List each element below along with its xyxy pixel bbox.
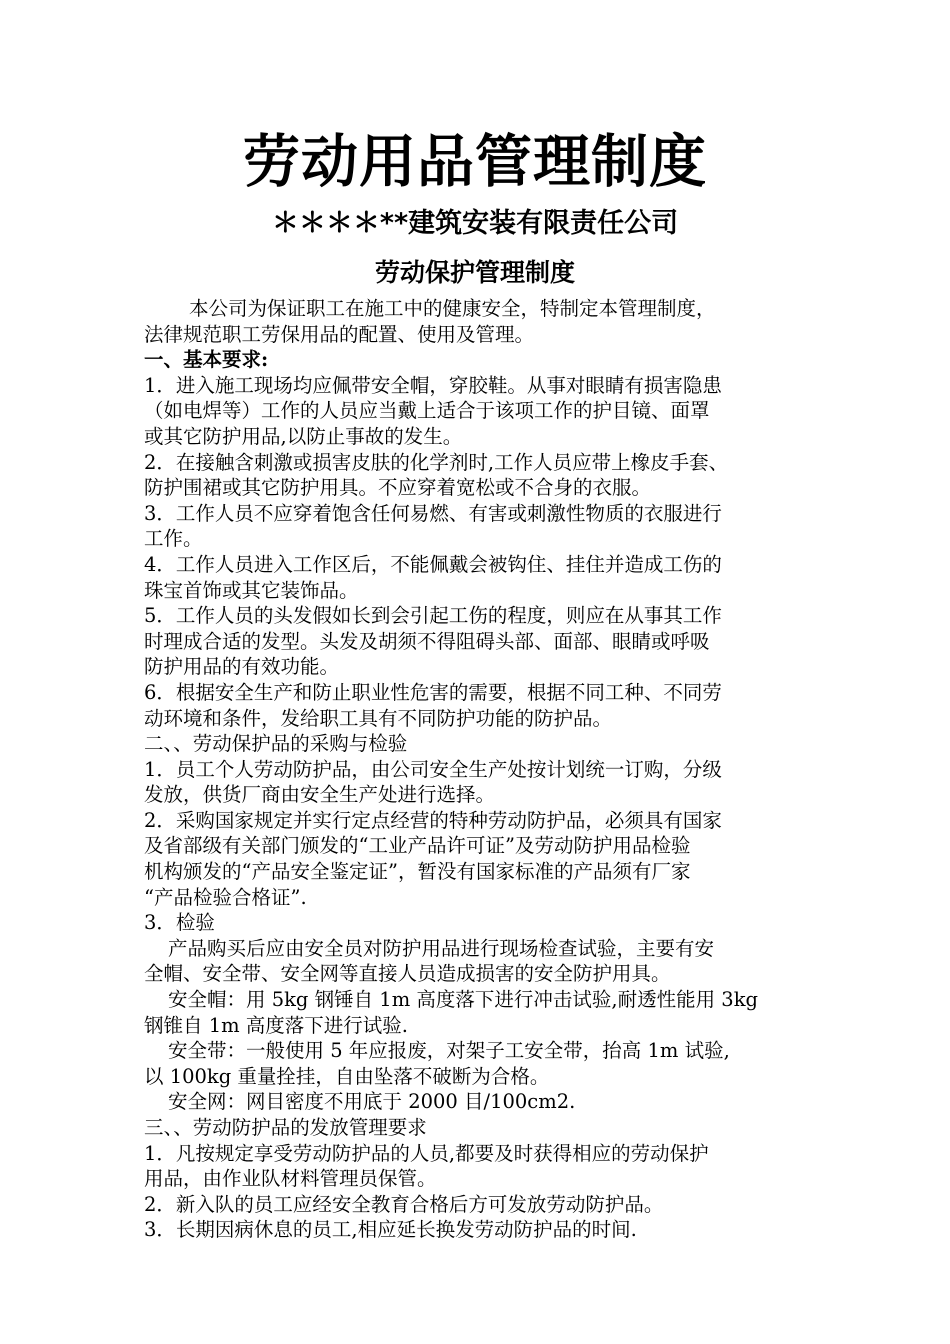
document-title: 劳动用品管理制度 [243,129,707,195]
regulation-body [144,296,816,1243]
text-line: 2．采购国家规定并实行定点经营的特种劳动防护品，必须具有国家 [144,808,722,832]
text-line: 一、基本要求: [144,348,269,372]
text-line: 3．检验 [144,911,215,935]
text-line: 二、、劳动保护品的采购与检验 [144,732,408,756]
text-line: 3．工作人员不应穿着饱含任何易燃、有害或刺激性物质的衣服进行 [144,501,722,525]
text-line: 6．根据安全生产和防止职业性危害的需要，根据不同工种、不同劳 [144,680,722,704]
text-line: 本公司为保证职工在施工中的健康安全，特制定本管理制度， [189,297,716,320]
text-line: 2．在接触含刺激或损害皮肤的化学剂时,工作人员应带上橡皮手套、 [144,450,729,474]
text-line: 2．新入队的员工应经安全教育合格后方可发放劳动防护品。 [144,1192,664,1216]
text-line: 钢锥自 1m 高度落下进行试验. [144,1013,408,1037]
text-line: 珠宝首饰或其它装饰品。 [144,578,359,602]
company-name: ＊＊＊＊**建筑安装有限责任公司 [271,208,679,239]
text-line: 安全帽：用 5kg 钢锤自 1m 高度落下进行冲击试验,耐透性能用 3kg [168,988,758,1012]
text-line: 1．员工个人劳动防护品，由公司安全生产处按计划统一订购，分级 [144,757,722,781]
text-line: 及省部级有关部门颁发的“工业产品许可证”及劳动防护用品检验 [144,834,691,858]
text-line: 工作。 [144,527,203,551]
text-line: 三、、劳动防护品的发放管理要求 [144,1116,427,1139]
text-line: 法律规范职工劳保用品的配置、使用及管理。 [144,322,535,346]
text-line: 安全网：网目密度不用底于 2000 目/100cm2. [168,1090,576,1114]
text-line: 1．进入施工现场均应佩带安全帽，穿胶鞋。从事对眼睛有损害隐患 [144,373,722,397]
text-line: 发放，供货厂商由安全生产处进行选择。 [144,783,496,807]
text-line: 防护用品的有效功能。 [144,655,340,679]
text-line: 时理成合适的发型。头发及胡须不得阻碍头部、面部、眼睛或呼吸 [144,629,710,653]
text-line: 1．凡按规定享受劳动防护品的人员,都要及时获得相应的劳动保护 [144,1141,709,1165]
text-line: 全帽、安全带、安全网等直接人员造成损害的安全防护用具。 [144,962,671,986]
text-line: 以 100kg 重量拴挂，自由坠落不破断为合格。 [144,1064,550,1088]
regulation-subtitle: 劳动保护管理制度 [374,258,575,287]
text-line: 4．工作人员进入工作区后，不能佩戴会被钩住、挂住并造成工伤的 [144,552,722,576]
text-line: 3．长期因病休息的员工,相应延长换发劳动防护品的时间. [144,1218,637,1242]
text-line: 产品购买后应由安全员对防护用品进行现场检查试验，主要有安 [168,936,715,960]
text-line: 用品，由作业队材料管理员保管。 [144,1167,437,1191]
text-line: 或其它防护用品,以防止事故的发生。 [144,424,463,448]
text-line: “产品检验合格证”. [144,885,307,909]
text-line: 安全带：一般使用 5 年应报废，对架子工安全带，抬高 1m 试验, [168,1039,730,1063]
text-line: 动环境和条件，发给职工具有不同防护功能的防护品。 [144,706,613,730]
text-line: 防护围裙或其它防护用具。不应穿着宽松或不合身的衣服。 [144,476,652,500]
text-line: 机构颁发的“产品安全鉴定证”，暂没有国家标准的产品须有厂家 [144,860,691,884]
text-line: （如电焊等）工作的人员应当戴上适合于该项工作的护目镜、面罩 [144,399,710,423]
text-line: 5．工作人员的头发假如长到会引起工伤的程度，则应在从事其工作 [144,604,722,628]
